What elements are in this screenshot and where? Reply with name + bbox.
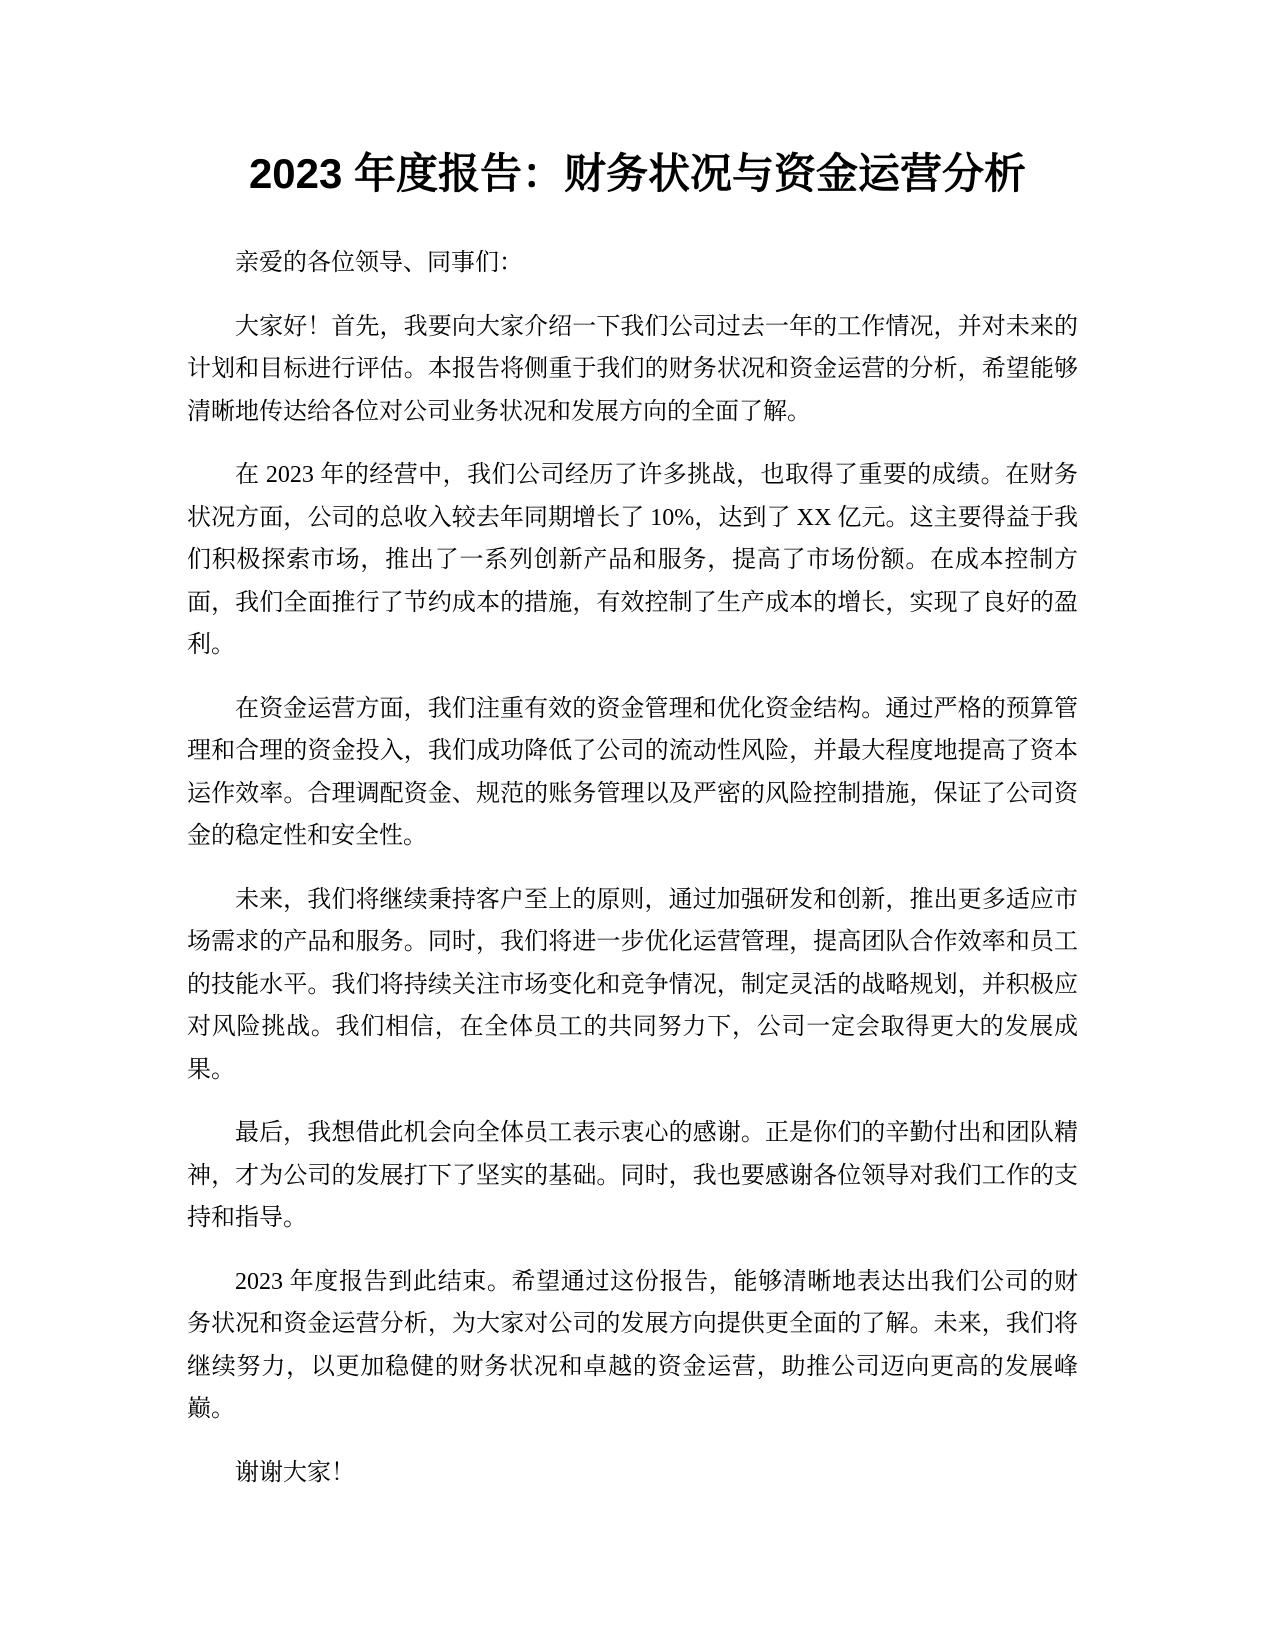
paragraph-conclusion: 2023 年度报告到此结束。希望通过这份报告，能够清晰地表达出我们公司的财务状况和资金运营分析，为大家对公司的发展方向提供更全面的了解。未来，我们将继续努力，以更加稳健的财务状况和卓越的资金运营，助推公司迈向更高的发展峰巅。 bbox=[187, 1268, 1078, 1422]
paragraph-intro: 大家好！首先，我要向大家介绍一下我们公司过去一年的工作情况，并对未来的计划和目标进行评估。本报告将侧重于我们的财务状况和资金运营的分析，希望能够清晰地传达给各位对公司业务状况和发展方向的全面了解。 bbox=[187, 313, 1078, 425]
closing: 谢谢大家！ bbox=[235, 1459, 355, 1486]
paragraph-thanks-staff: 最后，我想借此机会向全体员工表示衷心的感谢。正是你们的辛勤付出和团队精神，才为公司的发展打下了坚实的基础。同时，我也要感谢各位领导对我们工作的支持和指导。 bbox=[187, 1120, 1078, 1231]
paragraph-capital-operations: 在资金运营方面，我们注重有效的资金管理和优化资金结构。通过严格的预算管理和合理的资金投入，我们成功降低了公司的流动性风险，并最大程度地提高了资本运作效率。合理调配资金、规范的账务管理以及严密的风险控制措施，保证了公司资金的稳定性和安全性。 bbox=[187, 695, 1078, 849]
document-body bbox=[187, 242, 1078, 1515]
paragraph-future-plans: 未来，我们将继续秉持客户至上的原则，通过加强研发和创新，推出更多适应市场需求的产品和服务。同时，我们将进一步优化运营管理，提高团队合作效率和员工的技能水平。我们将持续关注市场变化和竞争情况，制定灵活的战略规划，并积极应对风险挑战。我们相信，在全体员工的共同努力下，公司一定会取得更大的发展成果。 bbox=[187, 886, 1078, 1083]
salutation: 亲爱的各位领导、同事们： bbox=[235, 250, 523, 276]
document-title: 2023 年度报告：财务状况与资金运营分析 bbox=[248, 150, 1027, 197]
paragraph-financial-status: 在 2023 年的经营中，我们公司经历了许多挑战，也取得了重要的成绩。在财务状况方面，公司的总收入较去年同期增长了 10%，达到了 XX 亿元。这主要得益于我们积极探索市场，推出了一系列创新产品和服务，提高了市场份额。在成本控制方面，我们全面推行了节约成本的措施，有效控制了生产成本的增长，实现了良好的盈利。 bbox=[187, 462, 1078, 658]
